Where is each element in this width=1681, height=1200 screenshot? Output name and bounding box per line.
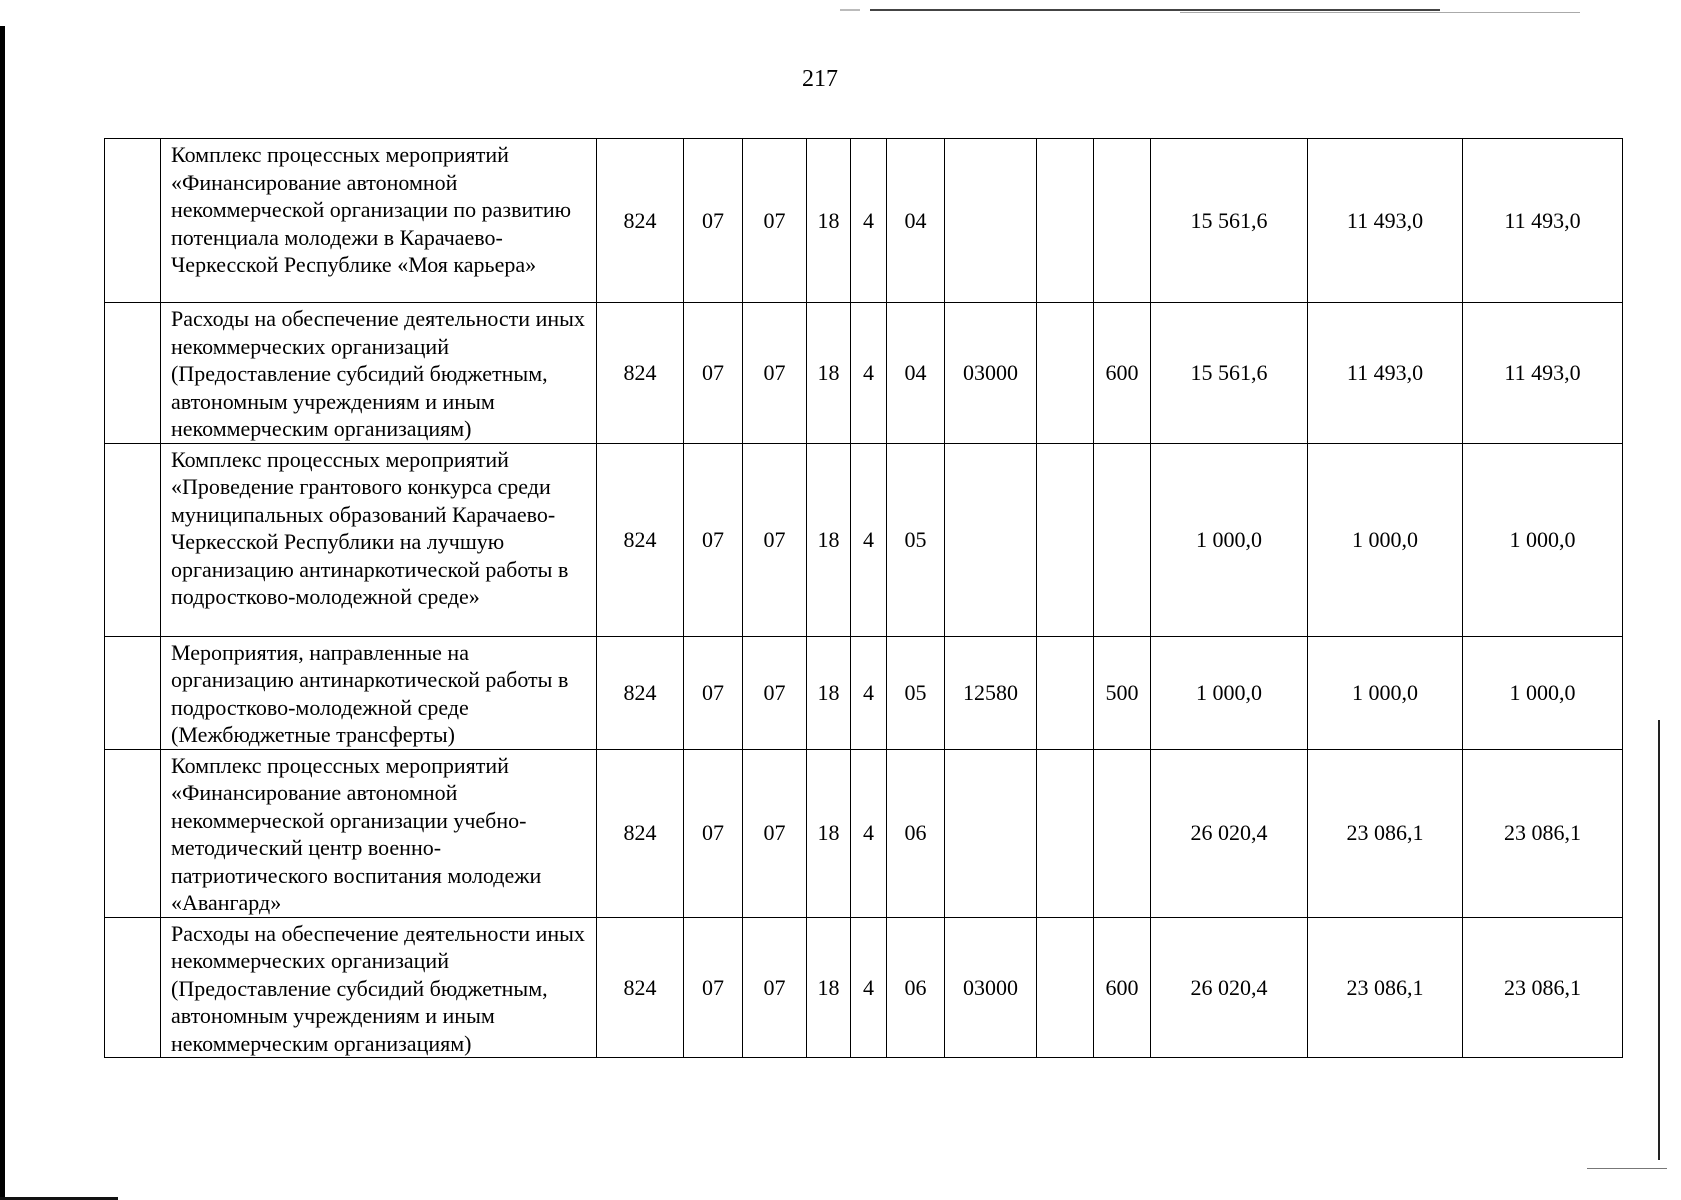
expense-type-cell: 600 [1094, 303, 1151, 444]
expense-name-cell: Мероприятия, направленные на организацию антинаркотической работы в подростково-молодежной среде (Межбюджетные трансферты) [161, 636, 597, 749]
program-code-cell: 18 [807, 749, 851, 917]
table-row [105, 303, 1623, 444]
expense-direction-cell [945, 139, 1037, 303]
subsection-code-cell: 07 [743, 139, 807, 303]
grbs-code-cell: 824 [597, 443, 684, 636]
expense-type-cell [1094, 443, 1151, 636]
row-number-cell [105, 636, 161, 749]
section-code-cell: 07 [684, 749, 743, 917]
empty-code-cell [1037, 636, 1094, 749]
empty-code-cell [1037, 303, 1094, 444]
section-code-cell: 07 [684, 636, 743, 749]
amount-year3-cell: 1 000,0 [1463, 443, 1623, 636]
grbs-code-cell: 824 [597, 749, 684, 917]
page-number: 217 [802, 66, 838, 92]
expense-direction-cell [945, 749, 1037, 917]
structure-element-cell: 04 [887, 139, 945, 303]
structure-element-cell: 06 [887, 749, 945, 917]
amount-year1-cell: 15 561,6 [1151, 139, 1308, 303]
expense-type-cell: 600 [1094, 917, 1151, 1058]
table-row [105, 917, 1623, 1058]
amount-year2-cell: 1 000,0 [1308, 636, 1463, 749]
program-type-cell: 4 [851, 303, 887, 444]
program-code-cell: 18 [807, 139, 851, 303]
grbs-code-cell: 824 [597, 139, 684, 303]
empty-code-cell [1037, 749, 1094, 917]
amount-year3-cell: 23 086,1 [1463, 917, 1623, 1058]
section-code-cell: 07 [684, 303, 743, 444]
scan-line-top-secondary [1180, 12, 1580, 13]
expense-direction-cell: 03000 [945, 303, 1037, 444]
expense-name-cell: Расходы на обеспечение деятельности иных некоммерческих организаций (Предоставление субсидий бюджетным, автономным учреждениям и иным некоммерческим организациям) [161, 917, 597, 1058]
subsection-code-cell: 07 [743, 443, 807, 636]
amount-year3-cell: 11 493,0 [1463, 303, 1623, 444]
structure-element-cell: 06 [887, 917, 945, 1058]
row-number-cell [105, 303, 161, 444]
subsection-code-cell: 07 [743, 917, 807, 1058]
table-row [105, 636, 1623, 749]
expense-type-cell [1094, 749, 1151, 917]
program-type-cell: 4 [851, 443, 887, 636]
row-number-cell [105, 139, 161, 303]
amount-year2-cell: 11 493,0 [1308, 139, 1463, 303]
program-code-cell: 18 [807, 636, 851, 749]
scan-border-left [0, 26, 5, 1200]
expense-name-cell: Комплекс процессных мероприятий «Проведение грантового конкурса среди муниципальных образований Карачаево-Черкесской Республики на лучшую организацию антинаркотической работы в подростково-молодежной среде» [161, 443, 597, 636]
amount-year1-cell: 1 000,0 [1151, 636, 1308, 749]
amount-year2-cell: 23 086,1 [1308, 749, 1463, 917]
row-number-cell [105, 917, 161, 1058]
amount-year1-cell: 1 000,0 [1151, 443, 1308, 636]
table-row [105, 749, 1623, 917]
program-code-cell: 18 [807, 917, 851, 1058]
row-number-cell [105, 749, 161, 917]
program-type-cell: 4 [851, 749, 887, 917]
grbs-code-cell: 824 [597, 917, 684, 1058]
expense-type-cell [1094, 139, 1151, 303]
amount-year3-cell: 11 493,0 [1463, 139, 1623, 303]
amount-year1-cell: 26 020,4 [1151, 917, 1308, 1058]
empty-code-cell [1037, 139, 1094, 303]
grbs-code-cell: 824 [597, 303, 684, 444]
section-code-cell: 07 [684, 443, 743, 636]
table-row [105, 443, 1623, 636]
expense-name-cell: Расходы на обеспечение деятельности иных некоммерческих организаций (Предоставление субсидий бюджетным, автономным учреждениям и иным некоммерческим организациям) [161, 303, 597, 444]
budget-table [104, 138, 1623, 1058]
expense-type-cell: 500 [1094, 636, 1151, 749]
subsection-code-cell: 07 [743, 749, 807, 917]
program-code-cell: 18 [807, 443, 851, 636]
expense-direction-cell: 03000 [945, 917, 1037, 1058]
amount-year2-cell: 23 086,1 [1308, 917, 1463, 1058]
expense-name-cell: Комплекс процессных мероприятий «Финансирование автономной некоммерческой организации учебно-методический центр военно-патриотического воспитания молодежи «Авангард» [161, 749, 597, 917]
subsection-code-cell: 07 [743, 303, 807, 444]
section-code-cell: 07 [684, 139, 743, 303]
section-code-cell: 07 [684, 917, 743, 1058]
scan-line-right [1658, 720, 1660, 1160]
amount-year3-cell: 23 086,1 [1463, 749, 1623, 917]
grbs-code-cell: 824 [597, 636, 684, 749]
program-code-cell: 18 [807, 303, 851, 444]
program-type-cell: 4 [851, 917, 887, 1058]
program-type-cell: 4 [851, 636, 887, 749]
amount-year3-cell: 1 000,0 [1463, 636, 1623, 749]
empty-code-cell [1037, 443, 1094, 636]
expense-name-cell: Комплекс процессных мероприятий «Финансирование автономной некоммерческой организации по развитию потенциала молодежи в Карачаево-Черкесской Республике «Моя карьера» [161, 139, 597, 303]
scan-line-top [840, 9, 1440, 11]
expense-direction-cell [945, 443, 1037, 636]
expense-direction-cell: 12580 [945, 636, 1037, 749]
amount-year2-cell: 11 493,0 [1308, 303, 1463, 444]
scan-line-right-bottom [1587, 1168, 1667, 1169]
table-row [105, 139, 1623, 303]
program-type-cell: 4 [851, 139, 887, 303]
row-number-cell [105, 443, 161, 636]
structure-element-cell: 05 [887, 443, 945, 636]
amount-year2-cell: 1 000,0 [1308, 443, 1463, 636]
subsection-code-cell: 07 [743, 636, 807, 749]
empty-code-cell [1037, 917, 1094, 1058]
amount-year1-cell: 15 561,6 [1151, 303, 1308, 444]
structure-element-cell: 05 [887, 636, 945, 749]
amount-year1-cell: 26 020,4 [1151, 749, 1308, 917]
structure-element-cell: 04 [887, 303, 945, 444]
